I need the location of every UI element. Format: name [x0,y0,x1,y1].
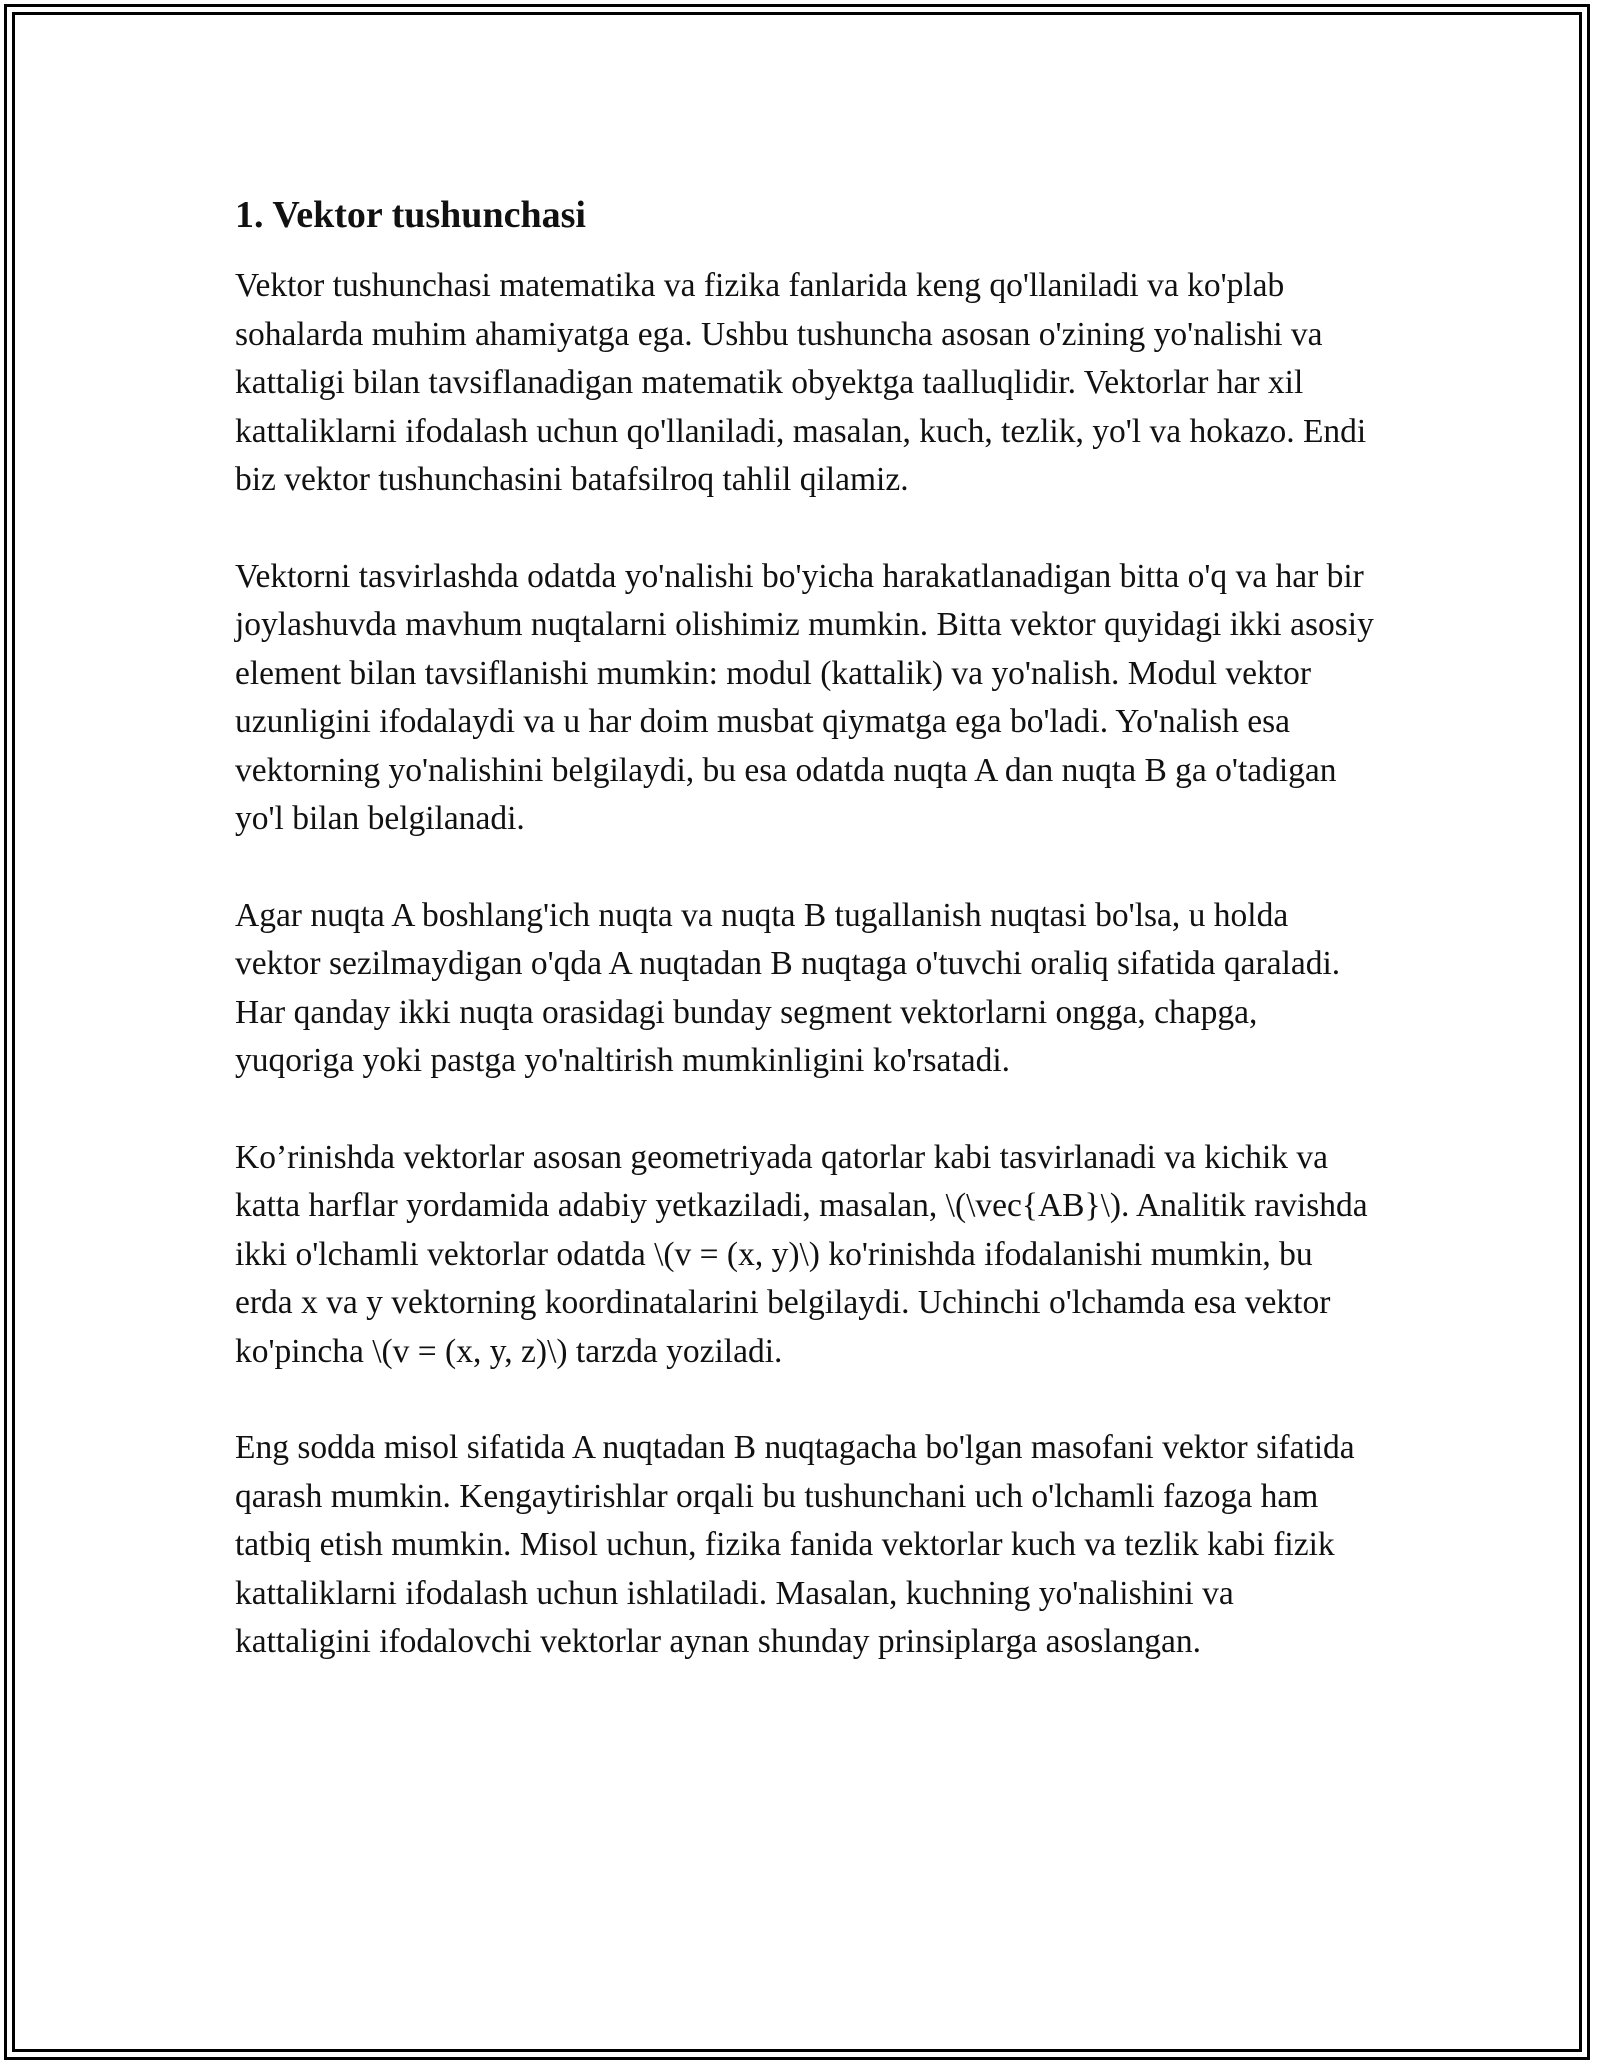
paragraph-example: Eng sodda misol sifatida A nuqtadan B nuqtagacha bo'lgan masofani vektor sifatida qarash mumkin. Kengaytirishlar orqali bu tushunchani uch o'lchamli fazoga ham tatbiq etish mumkin. Misol uchun, fizika fanida vektorlar kuch va tezlik kabi fizik kattaliklarni ifodalash uchun ishlatiladi. Masalan, kuchning yo'nalishini va kattaligini ifodalovchi vektorlar aynan shunday prinsiplarga asoslangan. [235,1429,1355,1660]
section-title: 1. Vektor tushunchasi [235,194,586,236]
paragraph-notation: Ko’rinishda vektorlar asosan geometriyada qatorlar kabi tasvirlanadi va kichik va katta harflar yordamida adabiy yetkaziladi, masalan, \(\vec{AB}\). Analitik ravishda ikki o'lchamli vektorlar odatda \(v = (x, y)\) ko'rinishda ifodalanishi mumkin, bu erda x va y vektorning koordinatalarini belgilaydi. Uchinchi o'lchamda esa vektor ko'pincha \(v = (x, y, z)\) tarzda yoziladi. [235,1138,1368,1370]
document-body [235,190,1375,1715]
paragraph-intro: Vektor tushunchasi matematika va fizika fanlarida keng qo'llaniladi va ko'plab sohalarda muhim ahamiyatga ega. Ushbu tushuncha asosan o'zining yo'nalishi va kattaligi bilan tavsiflanadigan matematik obyektga taalluqlidir. Vektorlar har xil kattaliklarni ifodalash uchun qo'llaniladi, masalan, kuch, tezlik, yo'l va hokazo. Endi biz vektor tushunchasini batafsilroq tahlil qilamiz. [235,267,1367,498]
paragraph-representation: Vektorni tasvirlashda odatda yo'nalishi bo'yicha harakatlanadigan bitta o'q va har bir joylashuvda mavhum nuqtalarni olishimiz mumkin. Bitta vektor quyidagi ikki asosiy element bilan tavsiflanishi mumkin: modul (kattalik) va yo'nalish. Modul vektor uzunligini ifodalaydi va u har doim musbat qiymatga ega bo'ladi. Yo'nalish esa vektorning yo'nalishini belgilaydi, bu esa odatda nuqta A dan nuqta B ga o'tadigan yo'l bilan belgilanadi. [235,557,1374,837]
paragraph-segment: Agar nuqta A boshlang'ich nuqta va nuqta B tugallanish nuqtasi bo'lsa, u holda vektor sezilmaydigan o'qda A nuqtadan B nuqtaga o'tuvchi oraliq sifatida qaraladi. Har qanday ikki nuqta orasidagi bunday segment vektorlarni ongga, chapga, yuqoriga yoki pastga yo'naltirish mumkinligini ko'rsatadi. [235,896,1341,1079]
